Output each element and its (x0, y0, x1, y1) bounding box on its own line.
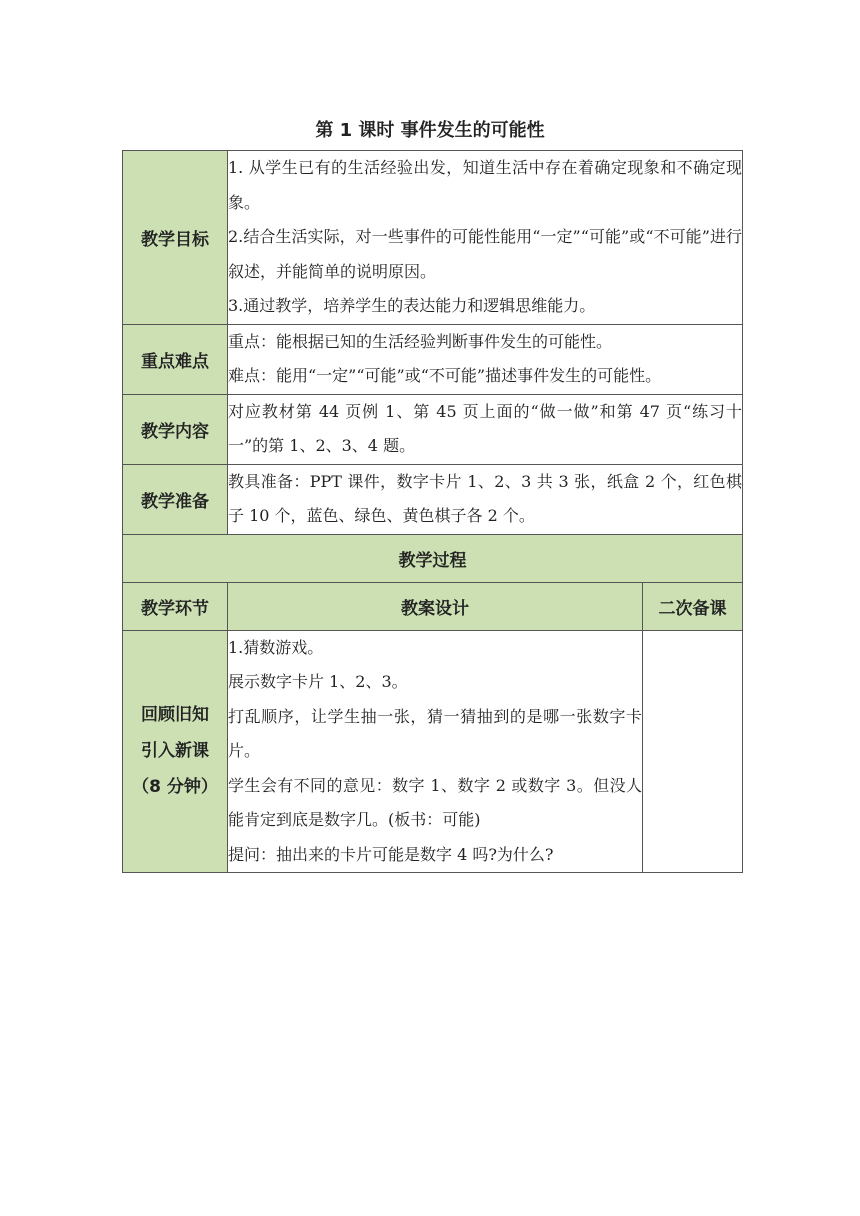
process-header-row (123, 582, 743, 630)
design-line: 展示数字卡片 1、2、3。 (228, 672, 408, 691)
design-line: 打乱顺序，让学生抽一张，猜一猜抽到的是哪一张数字卡片。 (228, 706, 642, 760)
second-prep-cell (643, 630, 743, 873)
key-point-line: 难点：能用“一定”“可能”或“不可能”描述事件发生的可能性。 (228, 366, 662, 385)
page-title: 第 1 课时 事件发生的可能性 (315, 120, 545, 141)
objectives-label: 教学目标 (123, 151, 228, 325)
key-points-row (123, 324, 743, 394)
preparation-text (228, 464, 743, 534)
preparation-row (123, 464, 743, 534)
objectives-row (123, 151, 743, 325)
stage-duration: （8 分钟） (132, 777, 218, 798)
stage-design (228, 630, 643, 873)
objectives-content (228, 151, 743, 325)
content-row (123, 394, 743, 464)
stage-label (123, 630, 228, 873)
key-points-content (228, 324, 743, 394)
stage-label-line: 引入新课 (141, 741, 209, 762)
header-stage: 教学环节 (123, 582, 228, 630)
header-second-prep: 二次备课 (643, 582, 743, 630)
objective-line: 2.结合生活实际，对一些事件的可能性能用“一定”“可能”或“不可能”进行叙述，并能简单的说明原因。 (228, 227, 743, 281)
header-design: 教案设计 (228, 582, 643, 630)
lesson-plan-table (122, 150, 743, 873)
design-line: 学生会有不同的意见：数字 1、数字 2 或数字 3。但没人能肯定到底是数字几。(板书：可能) (228, 775, 642, 829)
content-label: 教学内容 (123, 394, 228, 464)
preparation-label: 教学准备 (123, 464, 228, 534)
process-title: 教学过程 (123, 534, 743, 582)
stage-label-line: 回顾旧知 (141, 705, 209, 726)
design-line: 提问：抽出来的卡片可能是数字 4 吗?为什么? (228, 844, 554, 864)
stage-row (123, 630, 743, 873)
key-point-line: 重点：能根据已知的生活经验判断事件发生的可能性。 (228, 331, 613, 351)
objective-line: 1. 从学生已有的生活经验出发，知道生活中存在着确定现象和不确定现象。 (228, 158, 743, 212)
design-line: 1.猜数游戏。 (228, 637, 324, 657)
preparation-line: 教具准备：PPT 课件，数字卡片 1、2、3 共 3 张，纸盒 2 个，红色棋子 10 个，蓝色、绿色、黄色棋子各 2 个。 (228, 471, 743, 525)
process-title-row (123, 534, 743, 582)
content-line: 对应教材第 44 页例 1、第 45 页上面的“做一做”和第 47 页“练习十一”的第 1、2、3、4 题。 (228, 401, 743, 455)
key-points-label: 重点难点 (123, 324, 228, 394)
objective-line: 3.通过教学，培养学生的表达能力和逻辑思维能力。 (228, 296, 596, 315)
content-text (228, 394, 743, 464)
